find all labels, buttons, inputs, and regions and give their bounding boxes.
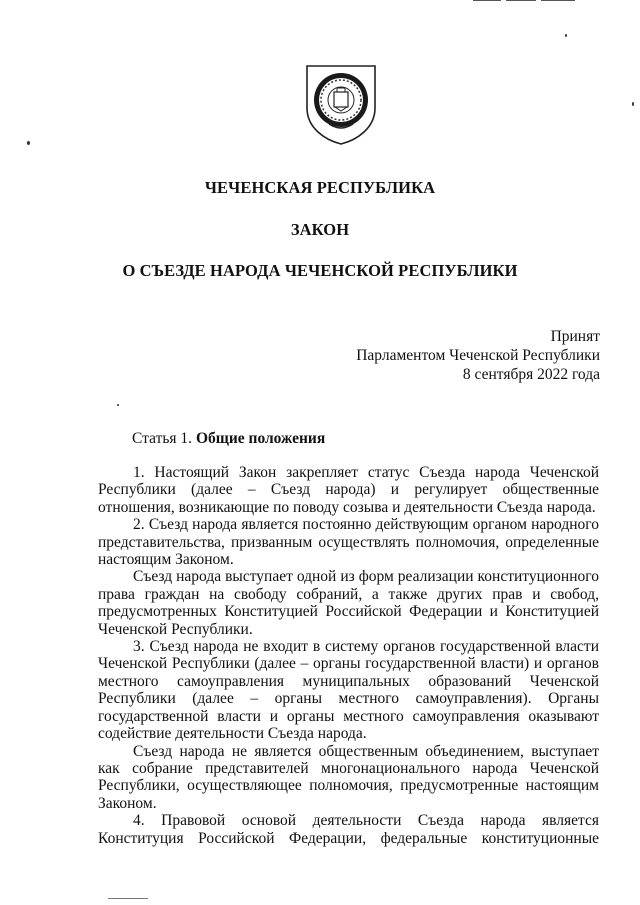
scan-speck [632, 102, 634, 106]
paragraph: 4. Правовой основой деятельности Съезда народа является Конституция Российской Федерации, федеральные конституционные [98, 812, 599, 847]
paragraph: 1. Настоящий Закон закрепляет статус Съезда народа Чеченской Республики (далее – Съезд народа) и регулирует общественные отношения, возникающие по поводу созыва и деятельности Съезда народа. [98, 464, 599, 516]
document-title: О СЪЕЗДЕ НАРОДА ЧЕЧЕНСКОЙ РЕСПУБЛИКИ [122, 261, 518, 280]
paragraph: 2. Съезд народа является постоянно действующим органом народного представительства, призванным осуществлять полномочия, определенные настоящим Законом. [98, 516, 599, 569]
scan-speck [565, 34, 567, 37]
document-type-heading: ЗАКОН [290, 220, 350, 239]
scan-artifact-line [541, 0, 575, 1]
article-number: Статья 1. [132, 430, 193, 447]
accepted-block [300, 327, 600, 384]
document-body [98, 464, 599, 847]
republic-heading: ЧЕЧЕНСКАЯ РЕСПУБЛИКА [204, 178, 436, 197]
scan-speck [27, 141, 30, 145]
scan-speck [117, 404, 119, 406]
accepted-by: Парламентом Чеченской Республики [356, 347, 600, 364]
scan-artifact-line [506, 0, 536, 1]
paragraph: Съезд народа не является общественным объединением, выступает как собрание представителей многонационального народа Чеченской Республики, осуществляющее полномочия, предусмотренные настоящим Законом. [98, 742, 599, 812]
accepted-label: Принят [550, 328, 600, 345]
accepted-date: 8 сентября 2022 года [462, 366, 600, 383]
paragraph: Съезд народа выступает одной из форм реализации конституционного права граждан на свободу собраний, а также других прав и свобод, предусмотренных Конституцией Российской Федерации и Конституцией Чеченской Республики. [98, 568, 599, 638]
paragraph: 3. Съезд народа не входит в систему органов государственной власти Чеченской Республики (далее – органы государственной власти) и органов местного самоуправления муниципальных образований Чеченской Республики (далее – органы местного самоуправления). Органы государственной власти и органы местного самоуправления оказывают содействие деятельности Съезда народа. [98, 638, 599, 743]
coat-of-arms-icon [299, 62, 383, 146]
article-heading [132, 430, 325, 448]
article-title: Общие положения [195, 430, 326, 447]
scan-artifact-line [473, 0, 501, 1]
scan-speck [108, 898, 148, 899]
